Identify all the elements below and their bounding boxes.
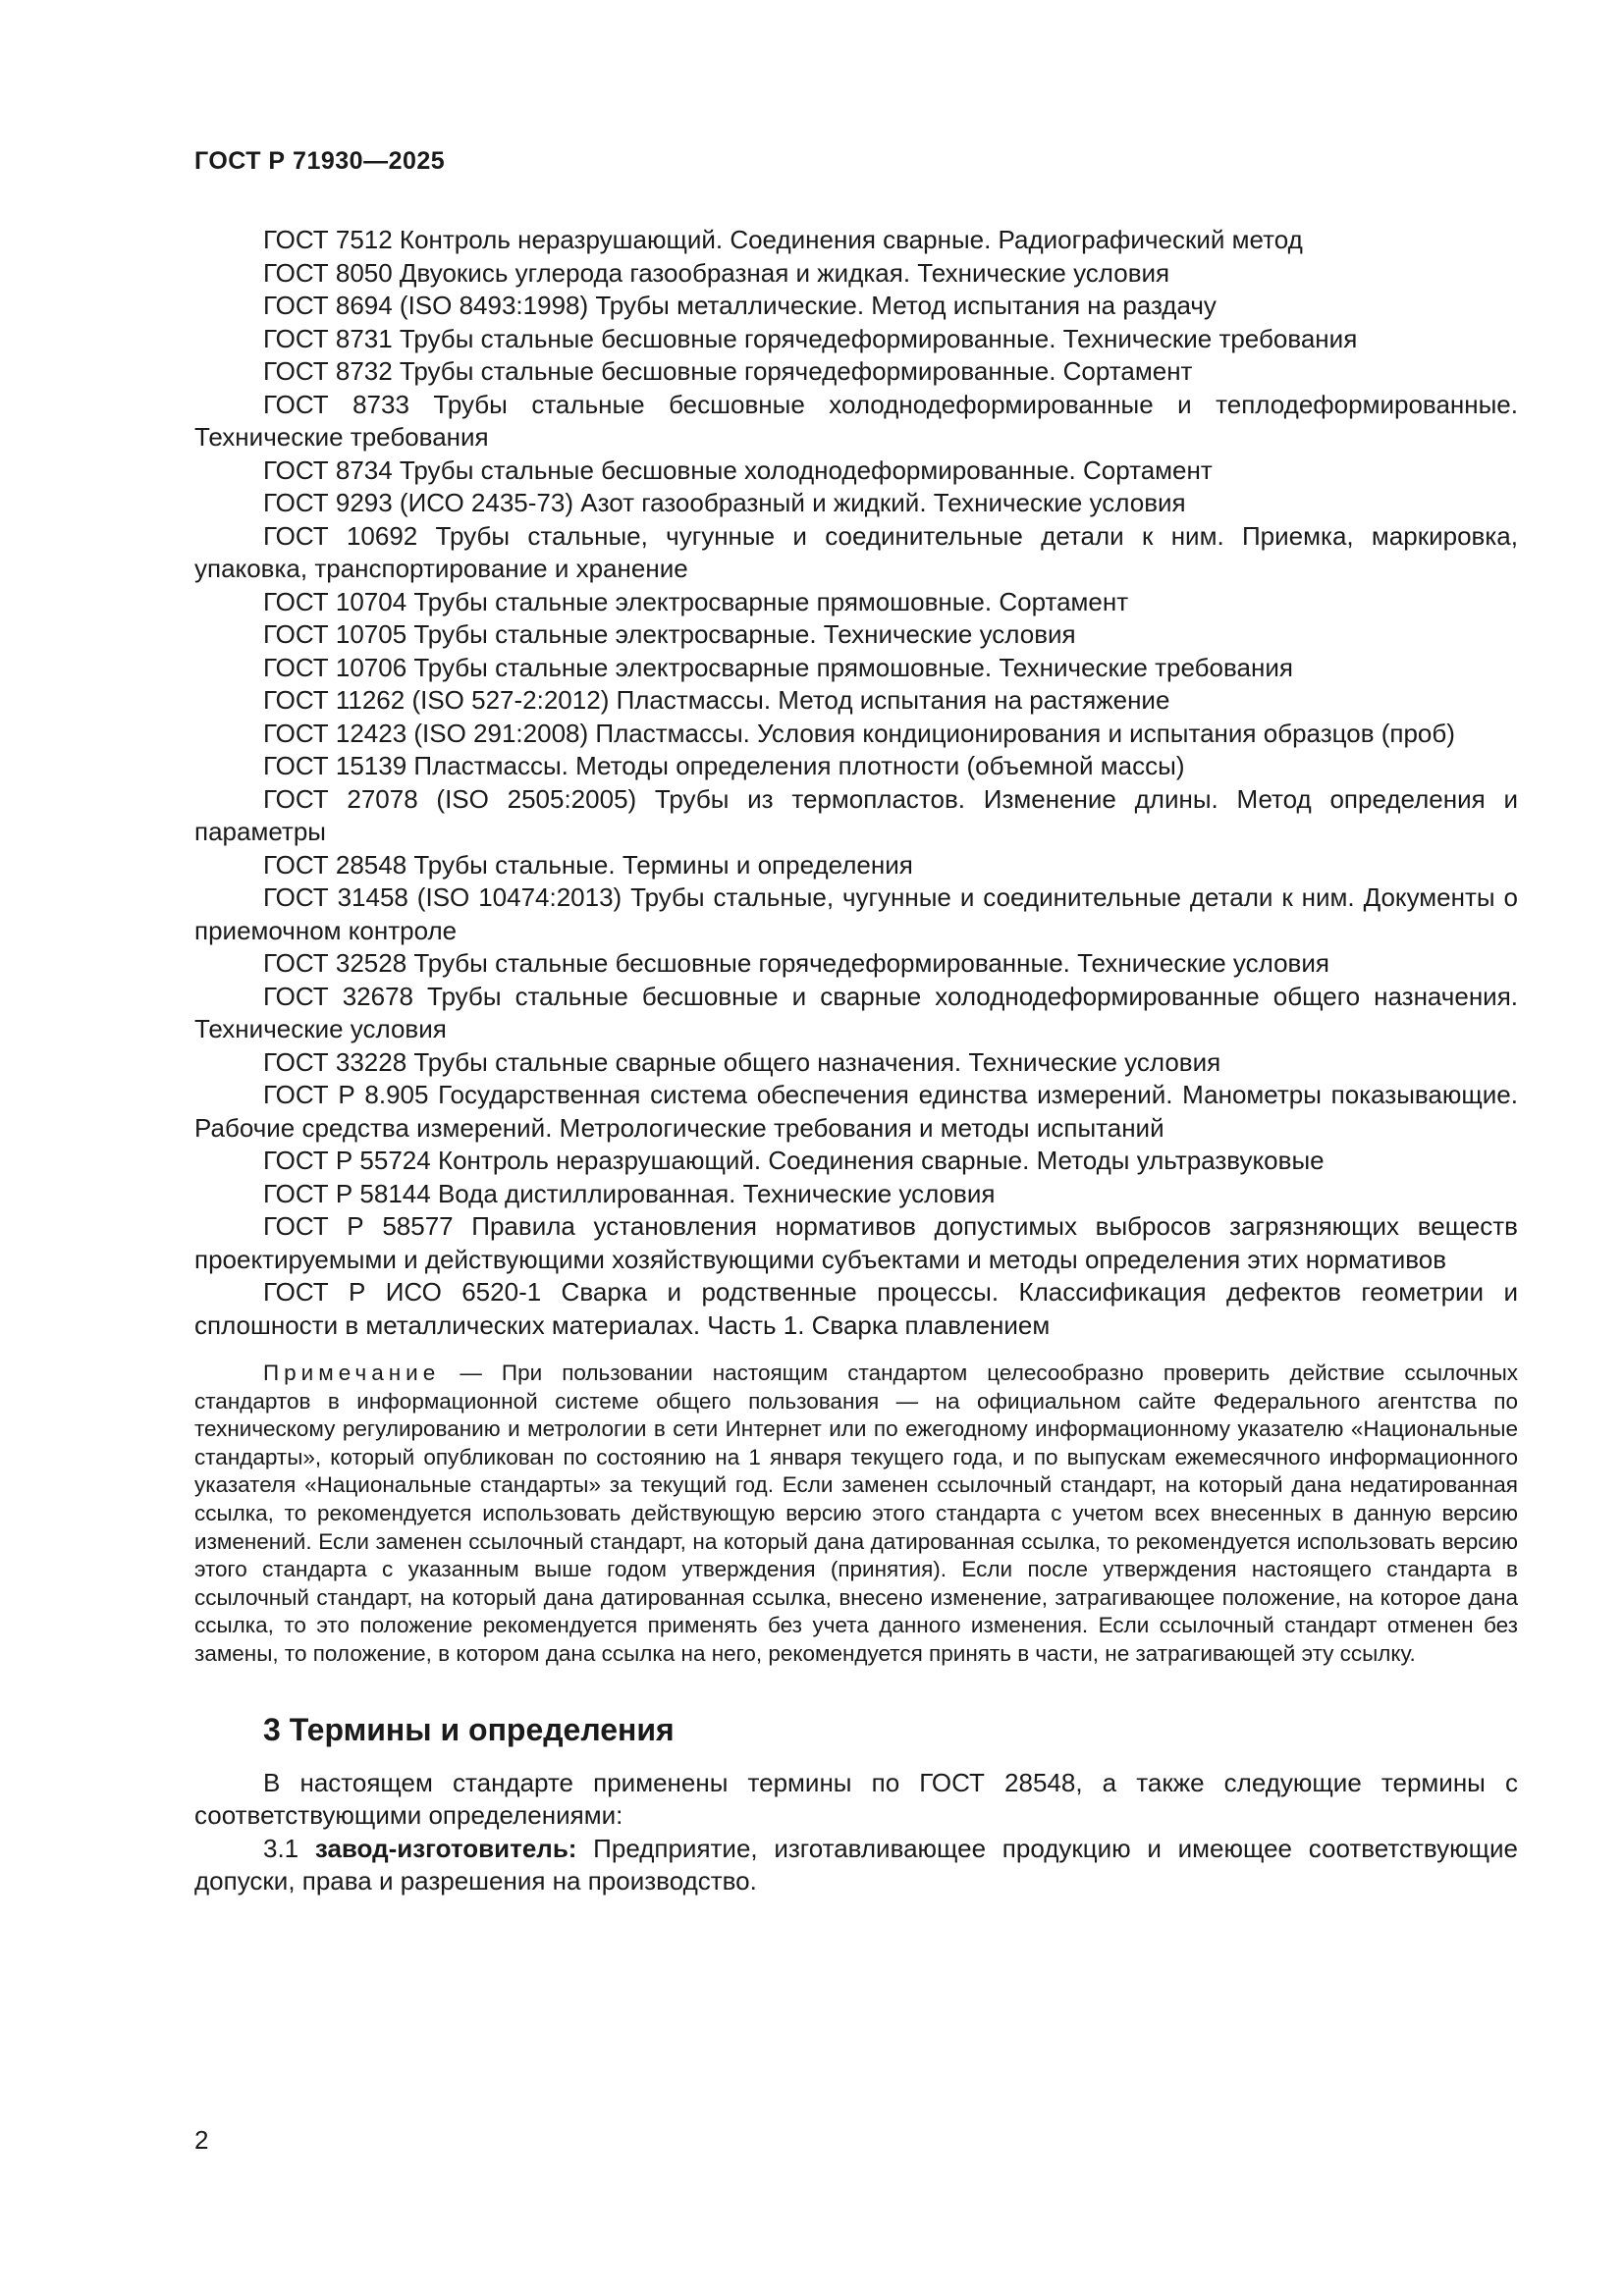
reference-item: ГОСТ 8050 Двуокись углерода газообразная и жидкая. Технические условия [263,257,1170,288]
section-intro: В настоящем стандарте применены термины по ГОСТ 28548, а также следующие термины с соответствующими определениями: [194,1767,1518,1831]
page-content [194,224,1518,1898]
reference-item: ГОСТ 8733 Трубы стальные бесшовные холоднодеформированные и теплодеформированные. Технические требования [194,389,1518,452]
reference-item: ГОСТ 10706 Трубы стальные электросварные прямошовные. Технические требования [263,652,1293,682]
reference-item: ГОСТ 31458 (ISO 10474:2013) Трубы стальные, чугунные и соединительные детали к ним. Документы о приемочном контроле [194,882,1518,945]
reference-item: ГОСТ 8694 (ISO 8493:1998) Трубы металлические. Метод испытания на раздачу [263,291,1217,320]
term-definition-text: Предприятие, изготавливающее продукцию и имеющее соответствующие допуски, права и разрешения на производство. [194,1833,1518,1896]
term-number: 3.1 [263,1833,315,1863]
reference-item: ГОСТ Р ИСО 6520-1 Сварка и родственные процессы. Классификация дефектов геометрии и сплошности в металлических материалах. Часть 1. Сварка плавлением [194,1277,1518,1340]
note-text: — При пользовании настоящим стандартом целесообразно проверить действие ссылочных стандартов в информационной системе общего пользования — на официальном сайте Федерального агентства по техническому регулированию и метрологии в сети Интернет или по ежегодному информационному указателю «Национальные стандарты», который опубликован по состоянию на 1 января текущего года, и по выпускам ежемесячного информационного указателя «Национальные стандарты» за текущий год. Если заменен ссылочный стандарт, на который дана недатированная ссылка, то рекомендуется использовать действующую версию этого стандарта с учетом всех внесенных в данную версию изменений. Если заменен ссылочный стандарт, на который дана датированная ссылка, то рекомендуется использовать версию этого стандарта с указанным выше годом утверждения (принятия). Если после утверждения настоящего стандарта в ссылочный стандарт, на который дана датированная ссылка, внесено изменение, затрагивающее положение, на которое дана ссылка, то это положение рекомендуется применять без учета данного изменения. Если ссылочный стандарт отменен без замены, то положение, в котором дана ссылка на него, рекомендуется принять в части, не затрагивающей эту ссылку. [194,1361,1518,1666]
reference-item: ГОСТ 11262 (ISO 527-2:2012) Пластмассы. Метод испытания на растяжение [263,685,1170,715]
reference-item: ГОСТ 15139 Пластмассы. Методы определения плотности (объемной массы) [263,751,1185,780]
reference-item: ГОСТ 8731 Трубы стальные бесшовные горячедеформированные. Технические требования [263,323,1358,353]
reference-item: ГОСТ 32678 Трубы стальные бесшовные и сварные холоднодеформированные общего назначения. Технические условия [194,981,1518,1043]
reference-item: ГОСТ 10704 Трубы стальные электросварные прямошовные. Сортамент [263,586,1129,616]
reference-item: ГОСТ Р 58577 Правила установления нормативов допустимых выбросов загрязняющих веществ проектируемыми и действующими хозяйствующими субъектами и методы определения этих нормативов [194,1211,1518,1274]
reference-item: ГОСТ 8732 Трубы стальные бесшовные горячедеформированные. Сортамент [263,356,1193,386]
reference-item: ГОСТ 7512 Контроль неразрушающий. Соединения сварные. Радиографический метод [263,225,1303,254]
reference-item: ГОСТ 9293 (ИСО 2435-73) Азот газообразный и жидкий. Технические условия [263,488,1186,517]
reference-item: ГОСТ 10705 Трубы стальные электросварные. Технические условия [263,619,1076,649]
term-name: завод-изготовитель: [314,1833,577,1863]
normative-references-list [194,224,1518,1342]
reference-item: ГОСТ Р 58144 Вода дистиллированная. Технические условия [263,1178,996,1208]
reference-item: ГОСТ Р 55724 Контроль неразрушающий. Соединения сварные. Методы ультразвуковые [263,1146,1325,1175]
term-definition [194,1833,1518,1898]
note-label: Примечание [263,1361,441,1385]
reference-item: ГОСТ 8734 Трубы стальные бесшовные холоднодеформированные. Сортамент [263,454,1213,485]
reference-item: ГОСТ 28548 Трубы стальные. Термины и определения [263,849,913,880]
page-number: 2 [194,2125,209,2155]
reference-item: ГОСТ 10692 Трубы стальные, чугунные и соединительные детали к ним. Приемка, маркировка, упаковка, транспортирование и хранение [194,520,1518,583]
reference-item: ГОСТ 32528 Трубы стальные бесшовные горячедеформированные. Технические условия [263,948,1329,978]
reference-item: ГОСТ Р 8.905 Государственная система обеспечения единства измерений. Манометры показывающие. Рабочие средства измерений. Метрологические требования и методы испытаний [194,1080,1518,1143]
reference-item: ГОСТ 27078 (ISO 2505:2005) Трубы из термопластов. Изменение длины. Метод определения и параметры [194,783,1518,846]
section-title: 3 Термины и определения [263,1711,675,1747]
reference-item: ГОСТ 33228 Трубы стальные сварные общего назначения. Технические условия [263,1046,1221,1077]
reference-item: ГОСТ 12423 (ISO 291:2008) Пластмассы. Условия кондиционирования и испытания образцов (проб) [263,718,1455,748]
note-paragraph [194,1360,1518,1669]
document-header: ГОСТ Р 71930—2025 [194,147,446,175]
